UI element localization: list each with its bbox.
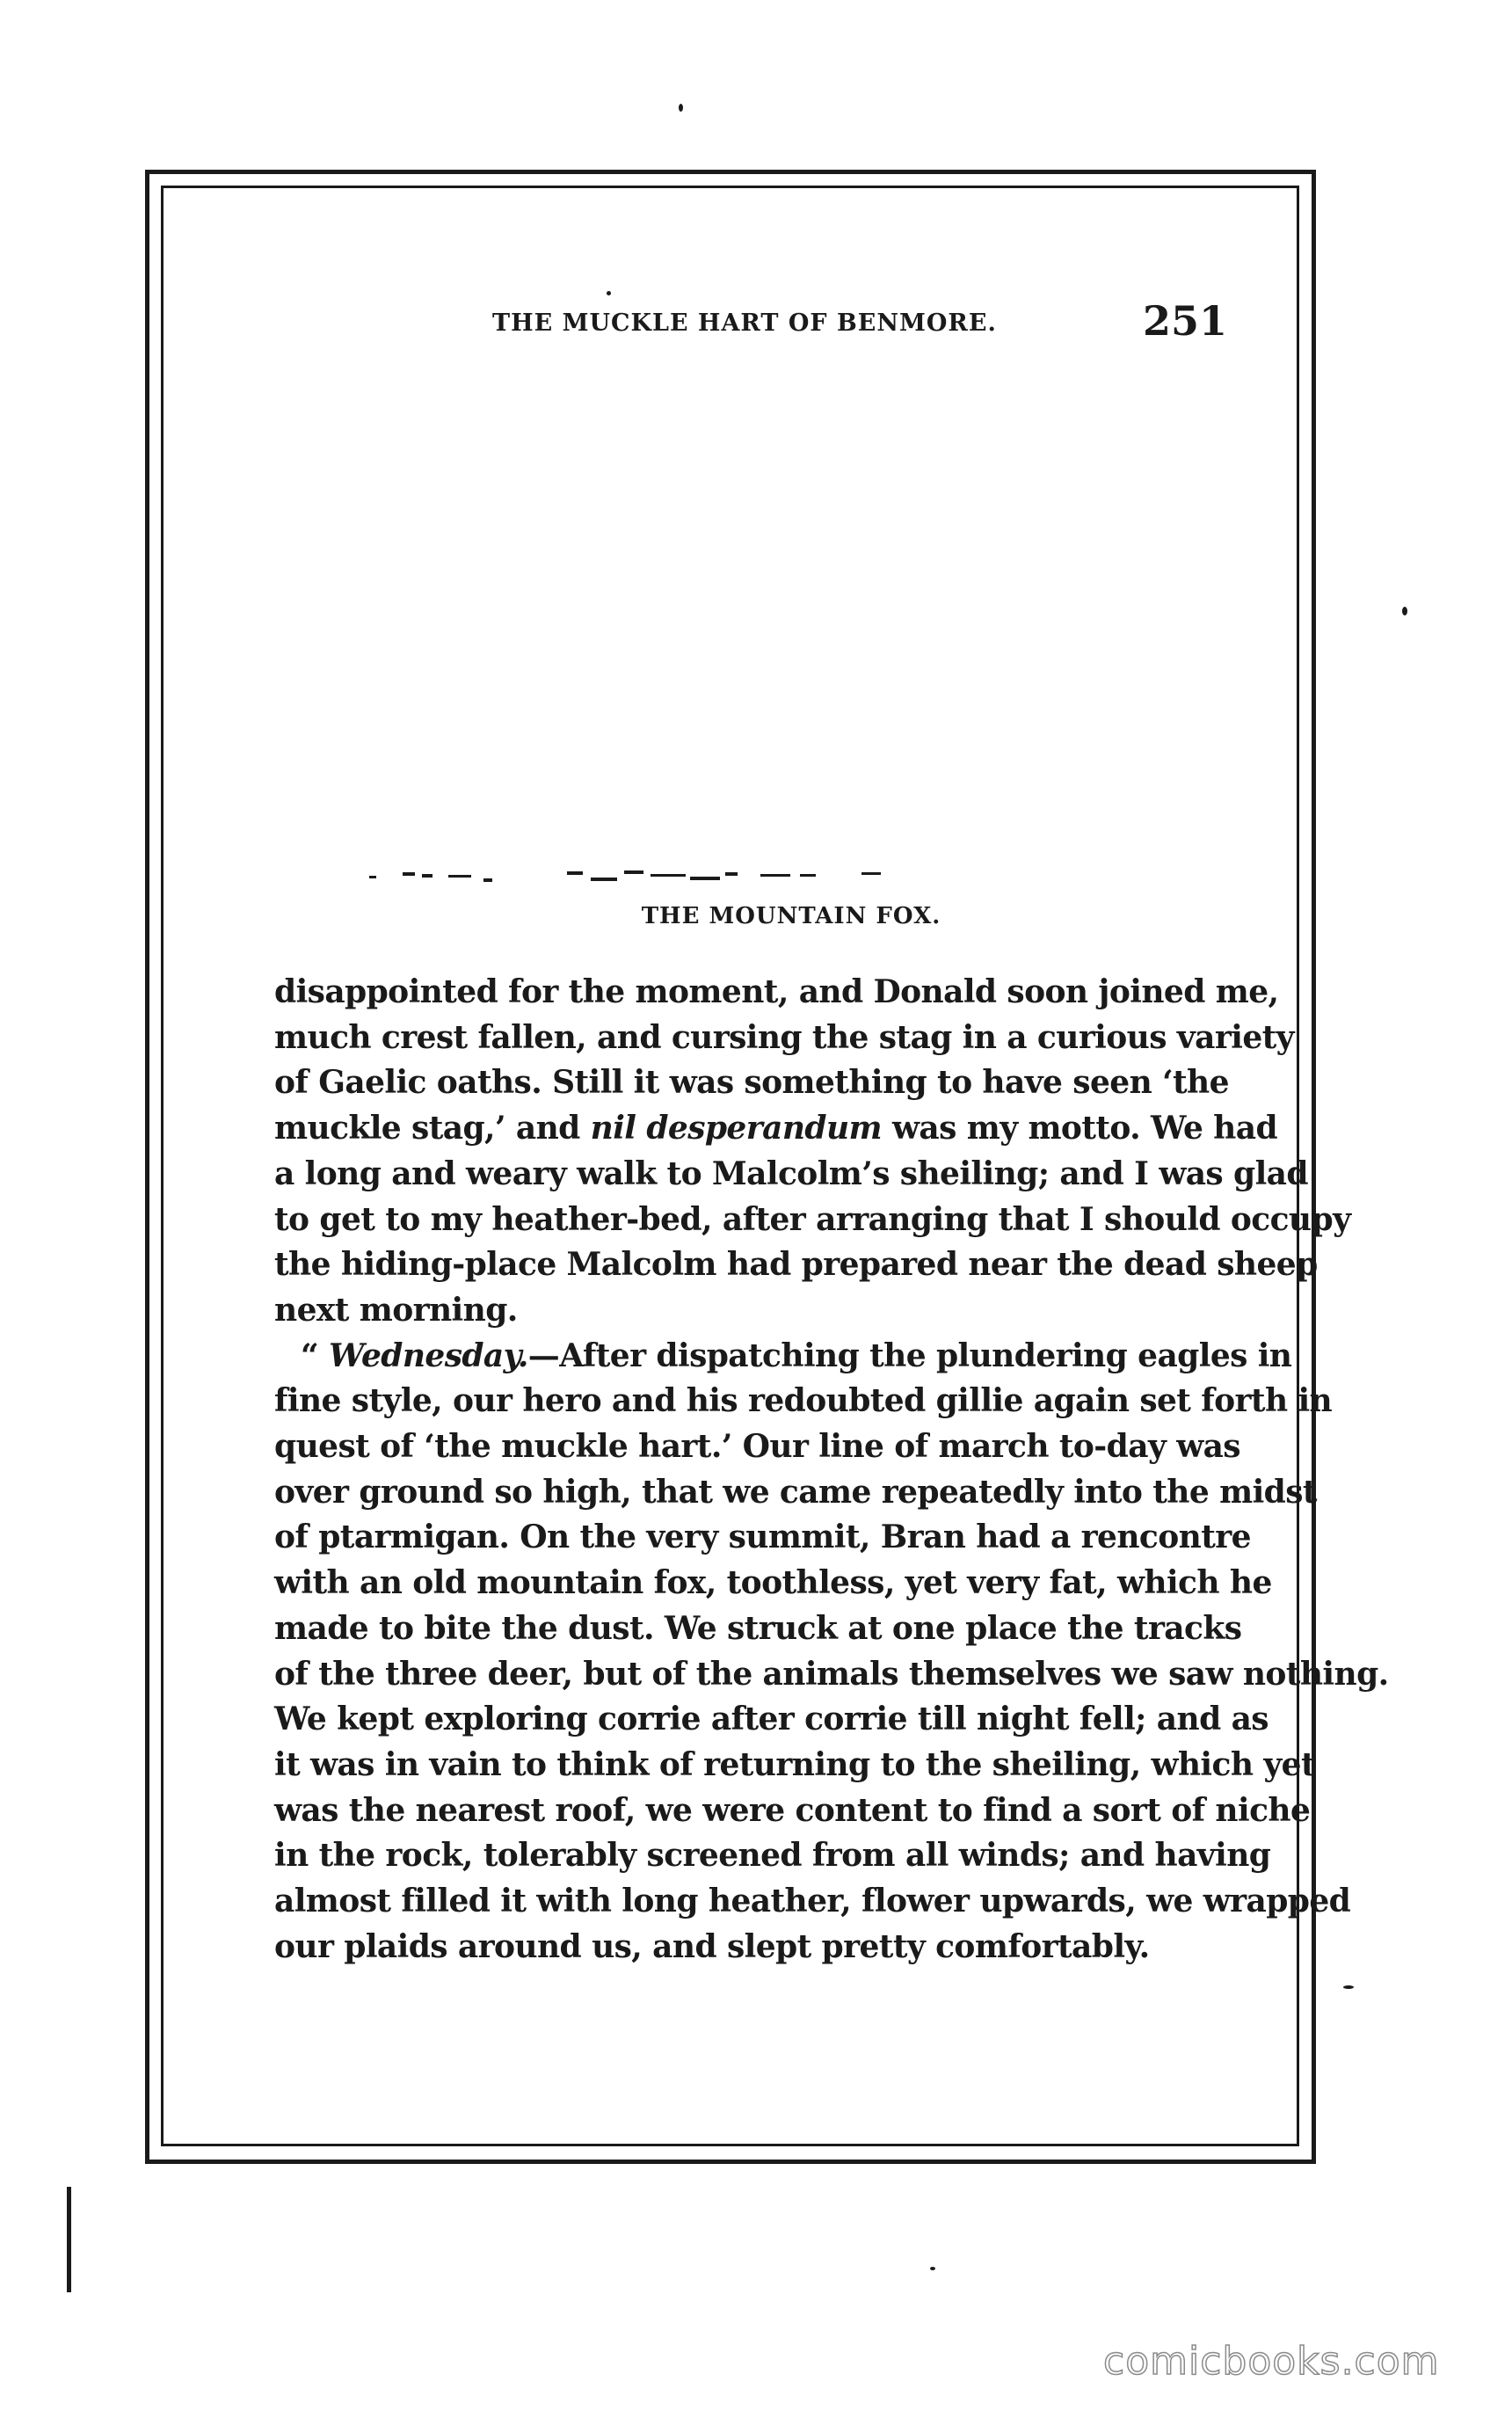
text-fragment: muckle stag,’ and: [274, 1110, 580, 1147]
page-number: 251: [1143, 297, 1228, 345]
body-text: [274, 970, 1389, 1970]
running-title: THE MUCKLE HART OF BENMORE.: [492, 310, 997, 337]
text-line: almost filled it with long heather, flower upwards, we wrapped: [274, 1883, 1351, 1920]
open-quote: “: [301, 1337, 319, 1374]
text-line: the hiding-place Malcolm had prepared near the dead sheep: [274, 1246, 1318, 1284]
scan-speck: [607, 291, 611, 295]
text-line: next morning.: [274, 1291, 518, 1329]
text-line: over ground so high, that we came repeatedly into the midst: [274, 1473, 1317, 1511]
text-line-with-italic: [274, 1106, 1278, 1152]
text-fragment: —After dispatching the plundering eagles in: [527, 1337, 1292, 1374]
text-line: was the nearest roof, we were content to find a sort of niche: [274, 1791, 1311, 1829]
text-line: with an old mountain fox, toothless, yet very fat, which he: [274, 1564, 1272, 1602]
text-fragment: was my motto. We had: [882, 1110, 1278, 1147]
text-line: made to bite the dust. We struck at one place the tracks: [274, 1609, 1242, 1647]
text-line-with-italic: [274, 1334, 1292, 1380]
text-line: to get to my heather-bed, after arranging that I should occupy: [274, 1200, 1351, 1238]
text-line: of Gaelic oaths. Still it was something to have seen ‘the: [274, 1064, 1229, 1102]
text-line: in the rock, tolerably screened from all winds; and having: [274, 1837, 1271, 1875]
text-line: fine style, our hero and his redoubted gillie again set forth in: [274, 1382, 1333, 1420]
italic-phrase: Wednesday.: [329, 1337, 528, 1374]
text-line: a long and weary walk to Malcolm’s sheiling; and I was glad: [274, 1155, 1308, 1192]
section-title: THE MOUNTAIN FOX.: [641, 903, 941, 929]
ornament-rule: [360, 863, 905, 890]
text-line: of ptarmigan. On the very summit, Bran had a rencontre: [274, 1519, 1251, 1556]
text-line: We kept exploring corrie after corrie till night fell; and as: [274, 1701, 1268, 1738]
margin-rule: [67, 2187, 71, 2292]
scan-speck: [1343, 1985, 1354, 1989]
scan-speck: [930, 2267, 935, 2270]
watermark: comicbooks.com: [1103, 2339, 1440, 2384]
text-line: our plaids around us, and slept pretty comfortably.: [274, 1927, 1150, 1965]
text-line: it was in vain to think of returning to the sheiling, which yet: [274, 1745, 1315, 1783]
text-line: of the three deer, but of the animals themselves we saw nothing.: [274, 1655, 1389, 1693]
scan-speck: [679, 104, 683, 112]
italic-phrase: nil desperandum: [590, 1110, 883, 1147]
text-line: disappointed for the moment, and Donald soon joined me,: [274, 973, 1279, 1010]
scan-speck: [1402, 607, 1407, 615]
text-line: much crest fallen, and cursing the stag in a curious variety: [274, 1018, 1294, 1056]
text-line: quest of ‘the muckle hart.’ Our line of march to-day was: [274, 1428, 1240, 1466]
